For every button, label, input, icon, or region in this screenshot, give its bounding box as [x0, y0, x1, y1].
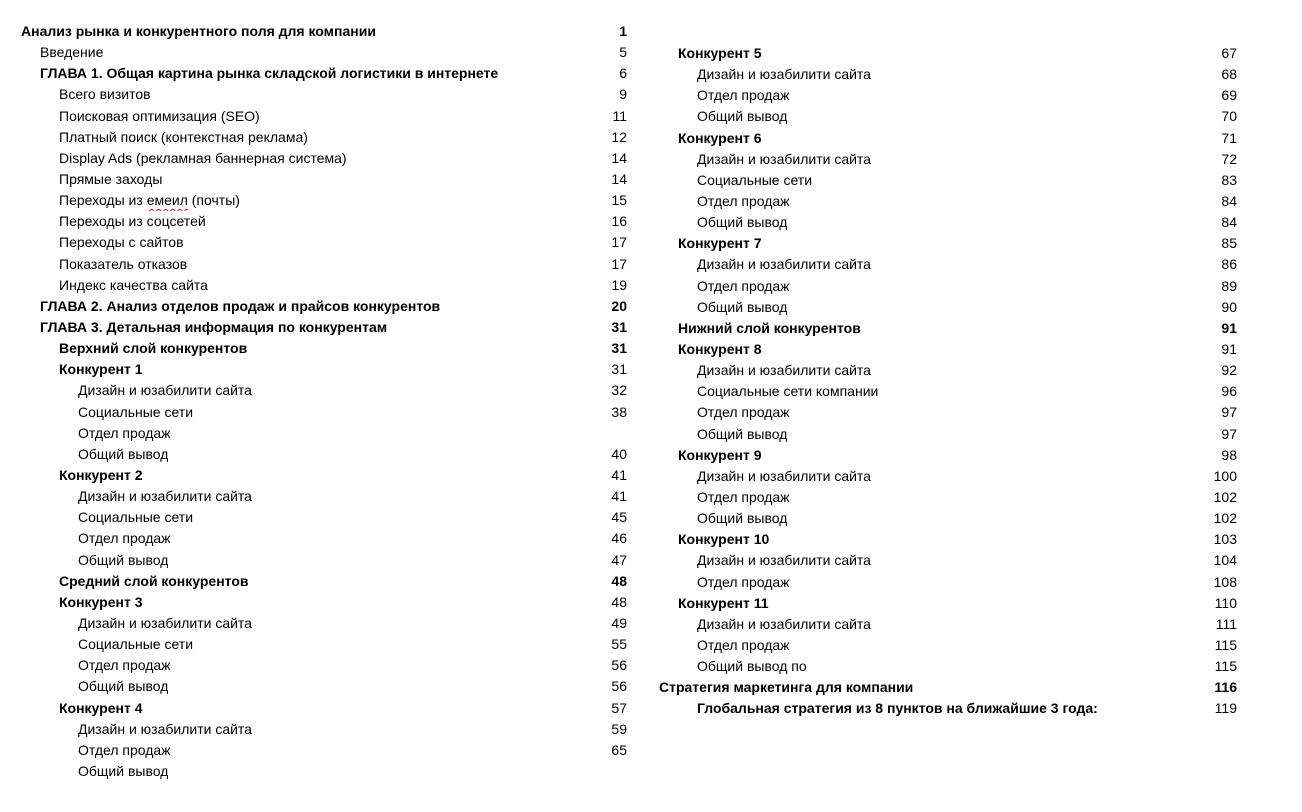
toc-entry[interactable] [21, 275, 627, 296]
toc-entry-label: Социальные сети [78, 403, 194, 420]
toc-entry[interactable] [640, 106, 1237, 127]
toc-entry-label: Отдел продаж [697, 573, 790, 590]
toc-entry[interactable] [21, 444, 627, 465]
toc-entry-page-number: 97 [1221, 425, 1237, 442]
toc-entry[interactable] [640, 254, 1237, 275]
toc-entry[interactable] [21, 486, 627, 507]
toc-entry[interactable] [21, 634, 627, 655]
toc-entry[interactable] [21, 254, 627, 275]
toc-entry[interactable] [640, 43, 1237, 64]
toc-entry-page-number: 97 [1221, 404, 1237, 421]
toc-entry-label: Конкурент 10 [678, 531, 770, 548]
toc-entry-page-number: 103 [1213, 531, 1237, 548]
toc-entry-page-number: 115 [1214, 636, 1237, 653]
toc-entry-page-number: 84 [1221, 192, 1237, 209]
toc-entry-label: Отдел продаж [697, 192, 790, 209]
toc-entry-label: Общий вывод [78, 445, 169, 462]
toc-entry-page-number: 91 [1221, 340, 1237, 357]
toc-entry[interactable] [640, 128, 1237, 149]
toc-entry-label: Конкурент 9 [678, 446, 762, 463]
toc-entry-label: Переходы из соцсетей [59, 213, 206, 230]
toc-entry-page-number: 20 [611, 297, 627, 314]
toc-entry[interactable] [640, 170, 1237, 191]
toc-entry-label: Конкурент 3 [59, 593, 143, 610]
toc-entry[interactable] [21, 296, 627, 317]
toc-entry-page-number: 14 [611, 149, 627, 166]
toc-entry[interactable] [21, 528, 627, 549]
toc-entry-page-number: 1 [619, 23, 627, 39]
toc-entry-label: Дизайн и юзабилити сайта [78, 720, 252, 737]
toc-entry-label: Общий вывод [697, 510, 788, 527]
toc-entry-page-number: 102 [1213, 488, 1237, 505]
toc-entry-page-number: 48 [611, 572, 627, 589]
toc-entry[interactable] [640, 297, 1237, 318]
toc-entry[interactable] [21, 338, 627, 359]
toc-entry[interactable] [640, 698, 1237, 719]
toc-entry-label: Дизайн и юзабилити сайта [697, 66, 871, 83]
toc-entry-page-number: 32 [611, 382, 627, 399]
toc-entry-label: Отдел продаж [697, 488, 790, 505]
toc-entry[interactable] [21, 232, 627, 253]
toc-entry-label-suffix: (почты) [187, 192, 240, 209]
toc-entry-label: Display Ads (рекламная баннерная система) [59, 149, 347, 166]
toc-entry-label: Конкурент 11 [678, 594, 769, 611]
toc-entry-label: Всего визитов [59, 86, 151, 103]
toc-entry-label: Дизайн и юзабилити сайта [78, 488, 252, 505]
toc-entry-page-number: 69 [1221, 87, 1237, 104]
toc-entry-page-number: 91 [1221, 319, 1237, 336]
toc-entry-page-number: 71 [1221, 129, 1237, 146]
toc-entry-label: Общий вывод по [697, 658, 807, 675]
toc-entry[interactable] [640, 677, 1237, 698]
toc-entry[interactable] [640, 487, 1237, 508]
toc-entry-page-number: 67 [1221, 45, 1237, 61]
toc-entry-page-number: 98 [1221, 446, 1237, 463]
toc-entry-label: Дизайн и юзабилити сайта [697, 467, 871, 484]
toc-entry[interactable] [640, 550, 1237, 571]
toc-entry-label: Отдел продаж [697, 404, 790, 421]
toc-entry[interactable] [21, 380, 627, 401]
toc-entry-page-number: 56 [611, 657, 627, 674]
toc-entry-page-number: 19 [611, 276, 627, 293]
toc-entry-page-number: 57 [611, 699, 627, 716]
toc-entry[interactable] [640, 381, 1237, 402]
misspelled-word: емеил [146, 192, 188, 209]
toc-entry-label: Социальные сети [78, 509, 194, 526]
toc-entry-label-prefix: Переходы из [59, 192, 147, 209]
toc-entry[interactable] [21, 571, 627, 592]
toc-entry-page-number: 17 [611, 255, 627, 272]
toc-entry[interactable] [21, 719, 627, 740]
toc-entry-label: Отдел продаж [78, 657, 171, 674]
toc-entry-label: Общий вывод [78, 551, 169, 568]
toc-entry[interactable] [640, 360, 1237, 381]
toc-entry[interactable] [21, 21, 627, 42]
toc-entry-page-number: 111 [1215, 615, 1237, 632]
toc-entry[interactable] [21, 190, 627, 211]
toc-entry[interactable] [21, 592, 627, 613]
toc-entry-label: ГЛАВА 2. Анализ отделов продаж и прайсов конкурентов [40, 297, 441, 314]
toc-entry-label: Социальные сети [78, 636, 194, 653]
toc-entry-label: Конкурент 5 [678, 45, 762, 61]
toc-entry-label: Конкурент 6 [678, 129, 762, 146]
toc-entry-label: Анализ рынка и конкурентного поля для компании [21, 23, 376, 39]
toc-entry[interactable] [21, 550, 627, 571]
toc-entry-label: Дизайн и юзабилити сайта [697, 362, 871, 379]
toc-entry-label: Введение [40, 44, 104, 61]
toc-entry-page-number: 90 [1221, 298, 1237, 315]
toc-entry-page-number: 40 [611, 445, 627, 462]
toc-entry[interactable] [21, 317, 627, 338]
toc-entry[interactable] [21, 740, 627, 761]
toc-entry-label: Дизайн и юзабилити сайта [78, 614, 252, 631]
toc-entry-label: Прямые заходы [59, 170, 163, 187]
toc-entry-label: Дизайн и юзабилити сайта [78, 382, 252, 399]
toc-entry[interactable] [640, 191, 1237, 212]
toc-entry-page-number: 89 [1221, 277, 1237, 294]
toc-entry-label: Поисковая оптимизация (SEO) [59, 107, 260, 124]
toc-entry-label: Дизайн и юзабилити сайта [697, 615, 871, 632]
toc-entry-page-number: 115 [1214, 658, 1237, 675]
toc-entry-page-number: 31 [611, 318, 627, 335]
toc-entry[interactable] [640, 339, 1237, 360]
toc-entry-page-number: 70 [1221, 108, 1237, 125]
toc-entry-label: Отдел продаж [78, 424, 171, 441]
toc-entry-page-number: 9 [619, 86, 627, 103]
toc-entry-label: Общий вывод [78, 762, 169, 779]
toc-entry[interactable] [21, 423, 627, 444]
toc-entry-label: Конкурент 8 [678, 340, 762, 357]
toc-entry-label: ГЛАВА 1. Общая картина рынка складской логистики в интернете [40, 65, 499, 82]
toc-entry[interactable] [21, 698, 627, 719]
toc-entry-page-number: 110 [1214, 594, 1237, 611]
toc-entry-page-number: 85 [1221, 235, 1237, 252]
toc-entry[interactable] [640, 318, 1237, 339]
toc-entry[interactable] [640, 402, 1237, 423]
toc-entry-label: Средний слой конкурентов [59, 572, 249, 589]
toc-entry[interactable] [640, 424, 1237, 445]
toc-entry[interactable] [21, 84, 627, 105]
toc-entry-page-number: 92 [1221, 362, 1237, 379]
toc-entry-label: Отдел продаж [78, 530, 171, 547]
toc-entry-page-number: 47 [611, 551, 627, 568]
toc-column-left [21, 21, 627, 782]
toc-entry-label: Отдел продаж [697, 636, 790, 653]
toc-entry[interactable] [640, 572, 1237, 593]
toc-entry[interactable] [21, 613, 627, 634]
toc-entry[interactable] [21, 761, 627, 782]
toc-entry-label: Конкурент 2 [59, 466, 143, 483]
toc-entry-page-number: 46 [611, 530, 627, 547]
toc-entry-label: Дизайн и юзабилити сайта [697, 150, 871, 167]
toc-entry-page-number: 11 [612, 107, 627, 124]
toc-entry-page-number: 65 [611, 741, 627, 758]
toc-entry-page-number: 16 [611, 213, 627, 230]
toc-entry-label: Индекс качества сайта [59, 276, 208, 293]
toc-entry-label: Социальные сети [697, 171, 813, 188]
toc-entry-page-number: 116 [1214, 679, 1237, 696]
toc-entry-page-number: 84 [1221, 214, 1237, 231]
toc-entry[interactable] [21, 359, 627, 380]
toc-entry-label: Конкурент 4 [59, 699, 143, 716]
toc-entry[interactable] [640, 85, 1237, 106]
toc-column-right [640, 43, 1237, 720]
toc-entry-label: Стратегия маркетинга для компании [659, 679, 914, 696]
toc-entry-page-number: 41 [611, 488, 627, 505]
toc-entry-page-number: 31 [611, 361, 627, 378]
toc-entry[interactable] [640, 233, 1237, 254]
toc-entry[interactable] [21, 402, 627, 423]
toc-entry[interactable] [21, 42, 627, 63]
toc-entry-label: ГЛАВА 3. Детальная информация по конкурентам [40, 318, 388, 335]
toc-entry-label: Отдел продаж [78, 741, 171, 758]
toc-entry-label: Дизайн и юзабилити сайта [697, 256, 871, 273]
toc-entry[interactable] [640, 508, 1237, 529]
toc-entry[interactable] [640, 656, 1237, 677]
toc-entry-label: Конкурент 7 [678, 235, 762, 252]
toc-entry[interactable] [640, 614, 1237, 635]
toc-entry-page-number: 15 [611, 192, 627, 209]
toc-entry-page-number: 96 [1221, 383, 1237, 400]
toc-entry-page-number: 100 [1213, 467, 1237, 484]
toc-entry[interactable] [21, 211, 627, 232]
toc-entry[interactable] [640, 149, 1237, 170]
toc-entry-page-number: 56 [611, 678, 627, 695]
toc-entry-label: Переходы с сайтов [59, 234, 184, 251]
toc-entry-page-number: 68 [1221, 66, 1237, 83]
toc-entry-label: Дизайн и юзабилити сайта [697, 552, 871, 569]
toc-entry[interactable] [21, 127, 627, 148]
toc-entry[interactable] [640, 593, 1237, 614]
toc-entry-label [59, 190, 240, 211]
toc-entry-label: Общий вывод [697, 108, 788, 125]
toc-entry-label: Нижний слой конкурентов [678, 319, 861, 336]
toc-entry-page-number: 102 [1213, 510, 1237, 527]
toc-entry-page-number: 119 [1214, 700, 1237, 717]
toc-entry-label: Показатель отказов [59, 255, 188, 272]
toc-entry-label: Общий вывод [697, 214, 788, 231]
toc-entry[interactable] [21, 106, 627, 127]
toc-entry[interactable] [640, 212, 1237, 233]
toc-entry[interactable] [21, 63, 627, 84]
toc-entry-page-number: 55 [611, 636, 627, 653]
toc-entry[interactable] [21, 148, 627, 169]
toc-entry[interactable] [21, 507, 627, 528]
toc-entry-page-number: 38 [611, 403, 627, 420]
toc-entry-page-number: 72 [1221, 150, 1237, 167]
toc-entry[interactable] [21, 655, 627, 676]
toc-entry-label: Общий вывод [78, 678, 169, 695]
toc-entry-label: Отдел продаж [697, 87, 790, 104]
toc-entry-label: Общий вывод [697, 425, 788, 442]
toc-entry-label: Конкурент 1 [59, 361, 143, 378]
toc-entry-page-number: 108 [1213, 573, 1237, 590]
toc-entry-page-number: 5 [619, 44, 627, 61]
toc-entry-label: Верхний слой конкурентов [59, 340, 248, 357]
toc-entry-label: Отдел продаж [697, 277, 790, 294]
toc-entry-page-number: 86 [1221, 256, 1237, 273]
toc-entry-page-number: 14 [611, 170, 627, 187]
toc-entry-page-number: 6 [619, 65, 627, 82]
toc-entry-page-number: 41 [611, 466, 627, 483]
toc-entry[interactable] [640, 445, 1237, 466]
toc-entry-page-number: 12 [611, 128, 627, 145]
toc-entry[interactable] [21, 465, 627, 486]
toc-entry-label: Социальные сети компании [697, 383, 879, 400]
toc-entry-page-number: 31 [611, 340, 627, 357]
toc-entry-page-number: 49 [611, 614, 627, 631]
toc-entry-page-number: 59 [611, 720, 627, 737]
toc-entry-page-number: 48 [611, 593, 627, 610]
toc-entry[interactable] [640, 64, 1237, 85]
toc-entry-page-number: 17 [611, 234, 627, 251]
toc-entry-label: Платный поиск (контекстная реклама) [59, 128, 308, 145]
toc-entry-label: Общий вывод [697, 298, 788, 315]
toc-entry-page-number: 83 [1221, 171, 1237, 188]
toc-entry-label: Глобальная стратегия из 8 пунктов на ближайшие 3 года: [697, 700, 1098, 717]
toc-entry-page-number: 45 [611, 509, 627, 526]
toc-entry[interactable] [640, 276, 1237, 297]
toc-entry[interactable] [640, 466, 1237, 487]
toc-entry[interactable] [21, 676, 627, 697]
toc-entry[interactable] [640, 635, 1237, 656]
toc-entry[interactable] [21, 169, 627, 190]
toc-entry[interactable] [640, 529, 1237, 550]
toc-entry-page-number: 104 [1213, 552, 1237, 569]
